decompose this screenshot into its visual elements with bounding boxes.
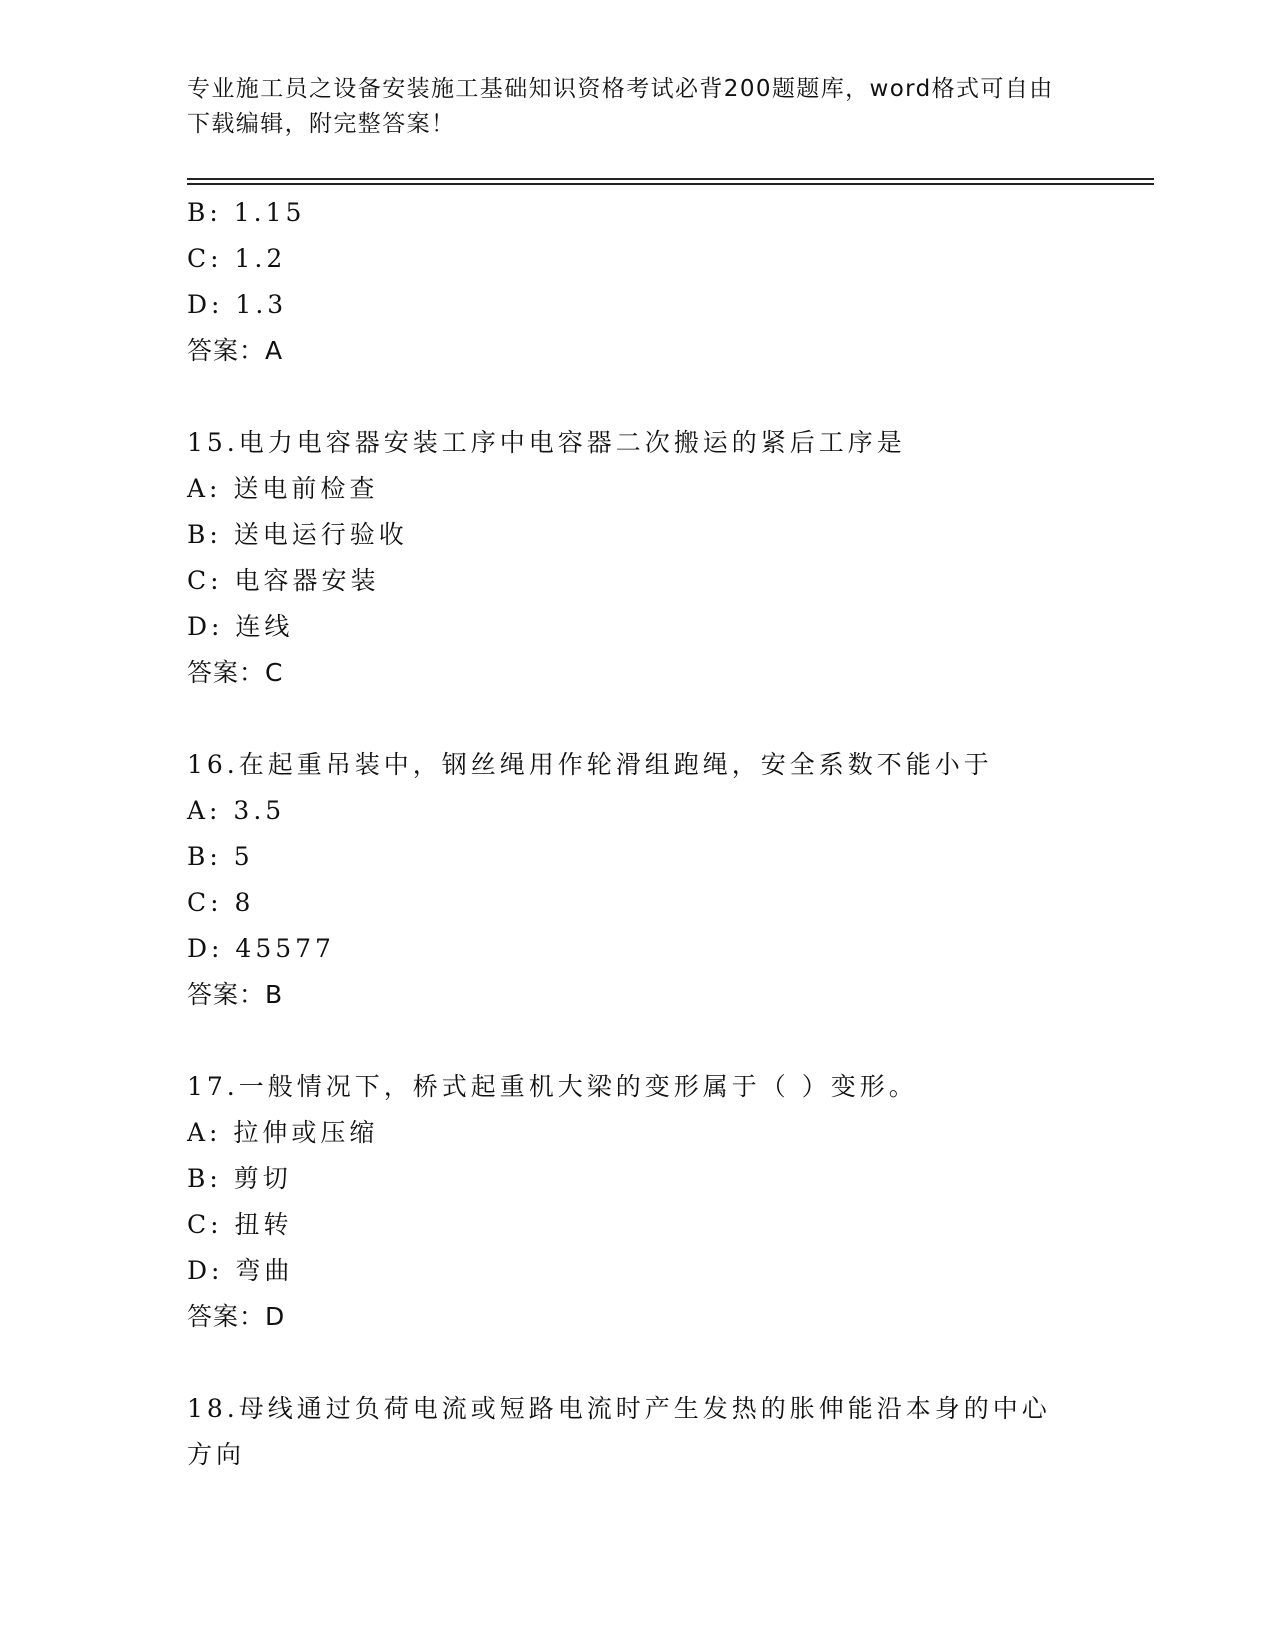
option-b: B: 剪切 <box>187 1164 292 1193</box>
option-c: C: 8 <box>187 888 255 917</box>
header-divider-bottom <box>187 183 1154 185</box>
option-c: C: 电容器安装 <box>187 566 380 595</box>
question-17 <box>187 1064 1087 1340</box>
answer-line: 答案：C <box>187 658 284 687</box>
header-line-1: 专业施工员之设备安装施工基础知识资格考试必背200题题库，word格式可自由 <box>187 76 1054 102</box>
question-16 <box>187 742 1087 1018</box>
option-d: D: 1.3 <box>187 290 288 319</box>
spacer <box>187 1340 1087 1386</box>
option-a: A: 拉伸或压缩 <box>187 1118 379 1147</box>
option-d: D: 弯曲 <box>187 1256 294 1285</box>
option-a: A: 送电前检查 <box>187 474 379 503</box>
document-header <box>187 72 1067 142</box>
spacer <box>187 1018 1087 1064</box>
option-a: A: 3.5 <box>187 796 286 825</box>
spacer <box>187 696 1087 742</box>
option-b: B: 5 <box>187 842 254 871</box>
answer-line: 答案：A <box>187 336 284 365</box>
question-text: 16.在起重吊装中，钢丝绳用作轮滑组跑绳，安全系数不能小于 <box>187 750 993 779</box>
question-18 <box>187 1386 1087 1478</box>
question-list <box>187 190 1087 1478</box>
answer-line: 答案：B <box>187 980 284 1009</box>
option-c: C: 扭转 <box>187 1210 293 1239</box>
answer-line: 答案：D <box>187 1302 286 1331</box>
option-b: B: 送电运行验收 <box>187 520 408 549</box>
question-text: 15.电力电容器安装工序中电容器二次搬运的紧后工序是 <box>187 428 906 457</box>
header-divider-top <box>187 178 1154 180</box>
question-text: 17.一般情况下，桥式起重机大梁的变形属于（ ）变形。 <box>187 1072 918 1101</box>
spacer <box>187 374 1087 420</box>
question-fragment <box>187 190 1087 374</box>
option-d: D: 45577 <box>187 934 335 963</box>
header-line-2: 下载编辑，附完整答案！ <box>187 111 456 137</box>
option-d: D: 连线 <box>187 612 294 641</box>
question-15 <box>187 420 1087 696</box>
question-text: 18.母线通过负荷电流或短路电流时产生发热的胀伸能沿本身的中心方向 <box>187 1394 1051 1469</box>
option-c: C: 1.2 <box>187 244 287 273</box>
option-b: B: 1.15 <box>187 198 306 227</box>
